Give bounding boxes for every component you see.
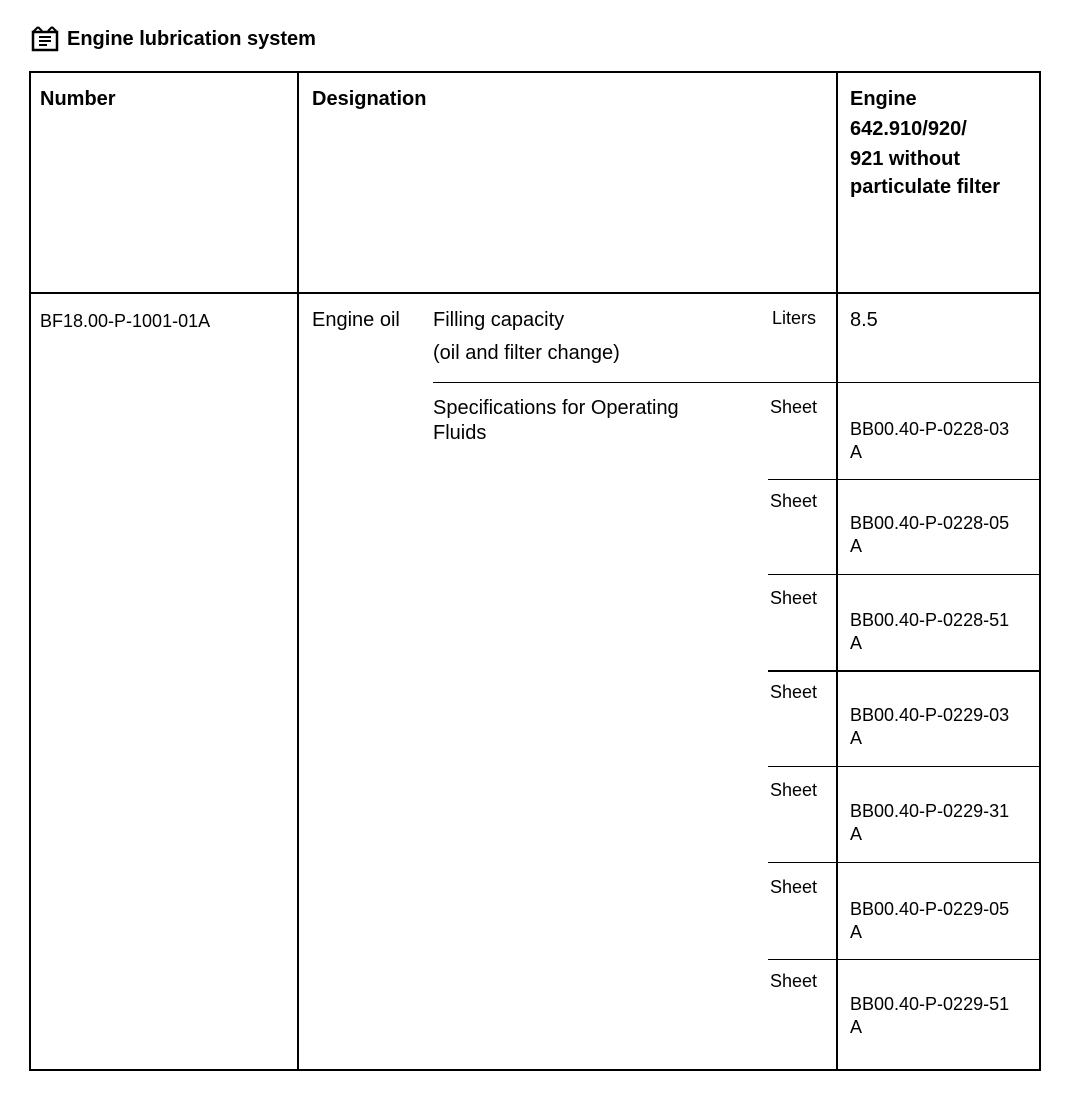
sheet-code: BB00.40-P-0228-05 (850, 513, 1010, 533)
column-divider-engine (836, 71, 838, 1071)
sheet-row-divider (768, 766, 1040, 767)
header-number: Number (40, 88, 116, 110)
specifications-line: Specifications for Operating (433, 397, 679, 419)
sheet-row-divider (768, 959, 1040, 960)
sheet-code: BB00.40-P-0229-03 (850, 705, 1010, 725)
sheet-unit: Sheet (770, 780, 818, 800)
sheet-reference[interactable] (850, 609, 1009, 655)
sheet-unit: Sheet (770, 588, 818, 608)
filling-value: 8.5 (850, 309, 878, 331)
sheet-row-divider (768, 670, 1040, 672)
sheet-code-suffix: A (850, 922, 863, 942)
sheet-row-divider (768, 862, 1040, 863)
filling-unit: Liters (772, 308, 817, 328)
sheet-unit: Sheet (770, 397, 818, 417)
part-number: BF18.00-P-1001-01A (40, 311, 211, 331)
designation-engine-oil: Engine oil (312, 309, 400, 331)
sheet-code-suffix: A (850, 442, 863, 462)
header-engine-line: 642.910/920/ (850, 118, 967, 140)
sheet-unit: Sheet (770, 971, 818, 991)
page-title: Engine lubrication system (67, 27, 316, 50)
header-engine-line: Engine (850, 88, 917, 110)
filling-capacity-line: Filling capacity (433, 309, 565, 331)
table-right-border (1039, 71, 1041, 1071)
header-engine-line: 921 without (850, 148, 961, 170)
table-top-border (29, 71, 1041, 73)
sheet-row-divider (768, 479, 1040, 480)
sheet-code-suffix: A (850, 824, 863, 844)
header-designation: Designation (312, 88, 427, 110)
filling-row-divider (433, 382, 1040, 383)
sheet-code-suffix: A (850, 1017, 863, 1037)
specifications-line: Fluids (433, 422, 487, 444)
column-divider-number (297, 71, 299, 1071)
header-engine (850, 84, 1035, 200)
sheet-unit: Sheet (770, 491, 818, 511)
specifications-label (433, 396, 679, 446)
sheet-code-suffix: A (850, 633, 863, 653)
filling-capacity-label (433, 304, 620, 370)
sheet-unit: Sheet (770, 877, 818, 897)
sheet-reference[interactable] (850, 800, 1009, 846)
sheet-reference[interactable] (850, 704, 1009, 750)
manual-book-icon (31, 26, 59, 52)
section-title (31, 24, 316, 54)
table-bottom-border (29, 1069, 1041, 1071)
filling-capacity-line: (oil and filter change) (433, 342, 620, 364)
sheet-reference[interactable] (850, 898, 1009, 944)
sheet-unit: Sheet (770, 682, 818, 702)
table-left-border (29, 71, 31, 1071)
sheet-code: BB00.40-P-0229-05 (850, 899, 1010, 919)
sheet-code: BB00.40-P-0229-31 (850, 801, 1010, 821)
sheet-row-divider (768, 574, 1040, 575)
header-engine-line: particulate filter (850, 176, 1001, 198)
header-divider (29, 292, 1041, 294)
sheet-reference[interactable] (850, 512, 1009, 558)
sheet-code: BB00.40-P-0229-51 (850, 994, 1010, 1014)
sheet-reference[interactable] (850, 418, 1009, 464)
sheet-reference[interactable] (850, 993, 1009, 1039)
sheet-code: BB00.40-P-0228-03 (850, 419, 1010, 439)
sheet-code: BB00.40-P-0228-51 (850, 610, 1010, 630)
sheet-code-suffix: A (850, 536, 863, 556)
sheet-code-suffix: A (850, 728, 863, 748)
